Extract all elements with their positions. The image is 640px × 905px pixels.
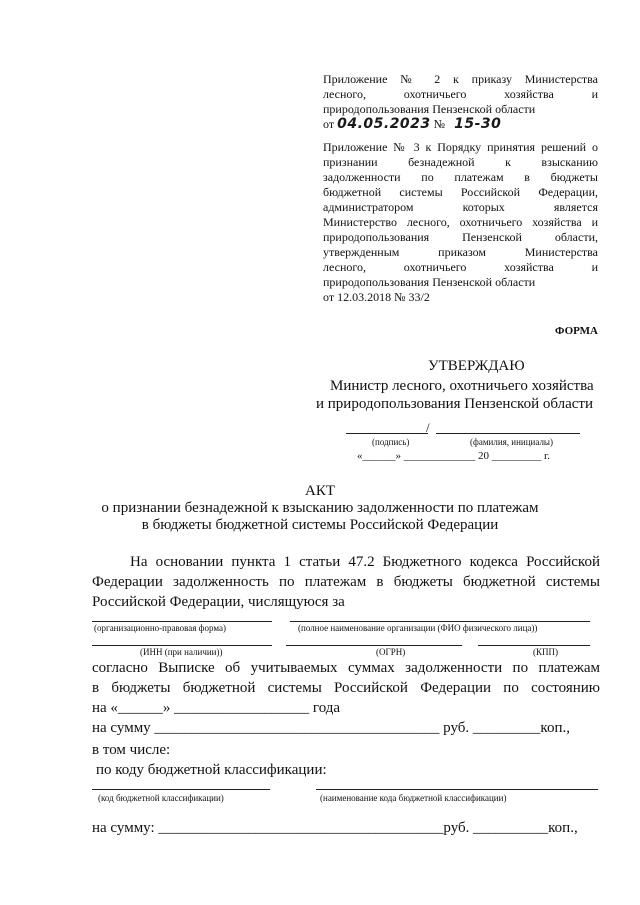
ogrn-label: (ОГРН) (376, 647, 406, 657)
approve-date-line: «______» _____________ 20 _________ г. (357, 450, 551, 462)
appendix-3-line: природопользования Пензенской области (323, 275, 536, 289)
appendix-3-line: утвержденным приказом Министерства (323, 245, 598, 259)
org-legal-form-field[interactable] (92, 620, 272, 622)
sum-line: на сумму ______________________________________ руб. _________коп., (92, 720, 570, 736)
approve-position-line-1: Министр лесного, охотничьего хозяйства (330, 378, 594, 394)
appendix-3-line: администратором которых является (323, 200, 598, 214)
org-legal-form-label: (организационно-правовая форма) (94, 623, 226, 633)
inn-label: (ИНН (при наличии)) (140, 647, 223, 657)
budget-code-name-label: (наименование кода бюджетной классификации) (320, 793, 507, 803)
sum-line-2: на сумму: ______________________________________руб. __________коп., (92, 820, 578, 836)
act-title: АКТ (305, 483, 335, 499)
appendix-3-line: бюджетной системы Российской Федерации, (323, 185, 598, 199)
act-subtitle-1: о признании безнадежной к взысканию задолженности по платежам (101, 500, 539, 516)
appendix-3-header (323, 140, 598, 305)
act-subtitle-2: в бюджеты бюджетной системы Российской Федерации (141, 517, 499, 533)
signature-label: (подпись) (372, 437, 410, 447)
paragraph-1-line-1: На основании пункта 1 статьи 47.2 Бюджетного кодекса Российской (130, 554, 600, 570)
ogrn-field[interactable] (286, 644, 462, 646)
paragraph-2-line-1: согласно Выписке об учитываемых суммах задолженности по платежам (92, 660, 600, 676)
paragraph-1 (92, 552, 600, 612)
appendix-3-line: лесного, охотничьего хозяйства и (323, 260, 598, 274)
appendix-3-line: Приложение № 3 к Порядку принятия решений о (323, 140, 598, 154)
appendix-2-date-line (323, 117, 598, 133)
including-label: в том числе: (92, 742, 171, 758)
approve-title: УТВЕРЖДАЮ (428, 358, 525, 374)
org-full-name-label: (полное наименование организации (ФИО физического лица)) (298, 623, 538, 633)
signature-slash: / (426, 420, 430, 435)
org-full-name-field[interactable] (290, 620, 590, 622)
form-label: ФОРМА (555, 325, 598, 337)
appendix-3-line: Министерство лесного, охотничьего хозяйства и (323, 215, 598, 229)
by-budget-code-label: по коду бюджетной классификации: (96, 762, 327, 778)
paragraph-2 (92, 658, 600, 738)
paragraph-2-line-2: в бюджеты бюджетной системы Российской Федерации по состоянию (92, 680, 600, 696)
appendix-2-line-1: Приложение № 2 к приказу Министерства (323, 72, 598, 86)
kpp-field[interactable] (478, 644, 590, 646)
appendix-3-line: признании безнадежной к взысканию (323, 155, 598, 169)
kpp-label: (КПП) (533, 647, 558, 657)
appendix-2-line-3: природопользования Пензенской области (323, 102, 536, 116)
signature-field[interactable] (346, 432, 428, 434)
paragraph-1-line-2: Федерации задолженность по платежам в бюджеты бюджетной системы (92, 574, 600, 590)
approve-position-line-2: и природопользования Пензенской области (316, 396, 594, 412)
number-label: № (433, 117, 446, 131)
appendix-3-line: природопользования Пензенской области, (323, 230, 598, 244)
appendix-2-line-2: лесного, охотничьего хозяйства и (323, 87, 598, 101)
inn-field[interactable] (92, 644, 272, 646)
as-of-date-line: на «______» __________________ года (92, 700, 341, 716)
appendix-3-line: задолженности по платежам в бюджеты (323, 170, 598, 184)
paragraph-1-line-3: Российской Федерации, числящуюся за (92, 594, 345, 610)
budget-code-field[interactable] (92, 788, 270, 790)
handwritten-number: 15-30 (454, 116, 502, 132)
appendix-3-line: от 12.03.2018 № 33/2 (323, 290, 430, 304)
from-label: от (323, 117, 335, 131)
appendix-2-header (323, 72, 598, 133)
name-label: (фамилия, инициалы) (470, 437, 553, 447)
budget-code-label: (код бюджетной классификации) (98, 793, 224, 803)
budget-code-name-field[interactable] (316, 788, 598, 790)
name-field[interactable] (436, 432, 580, 434)
handwritten-date: 04.05.2023 (337, 116, 431, 132)
